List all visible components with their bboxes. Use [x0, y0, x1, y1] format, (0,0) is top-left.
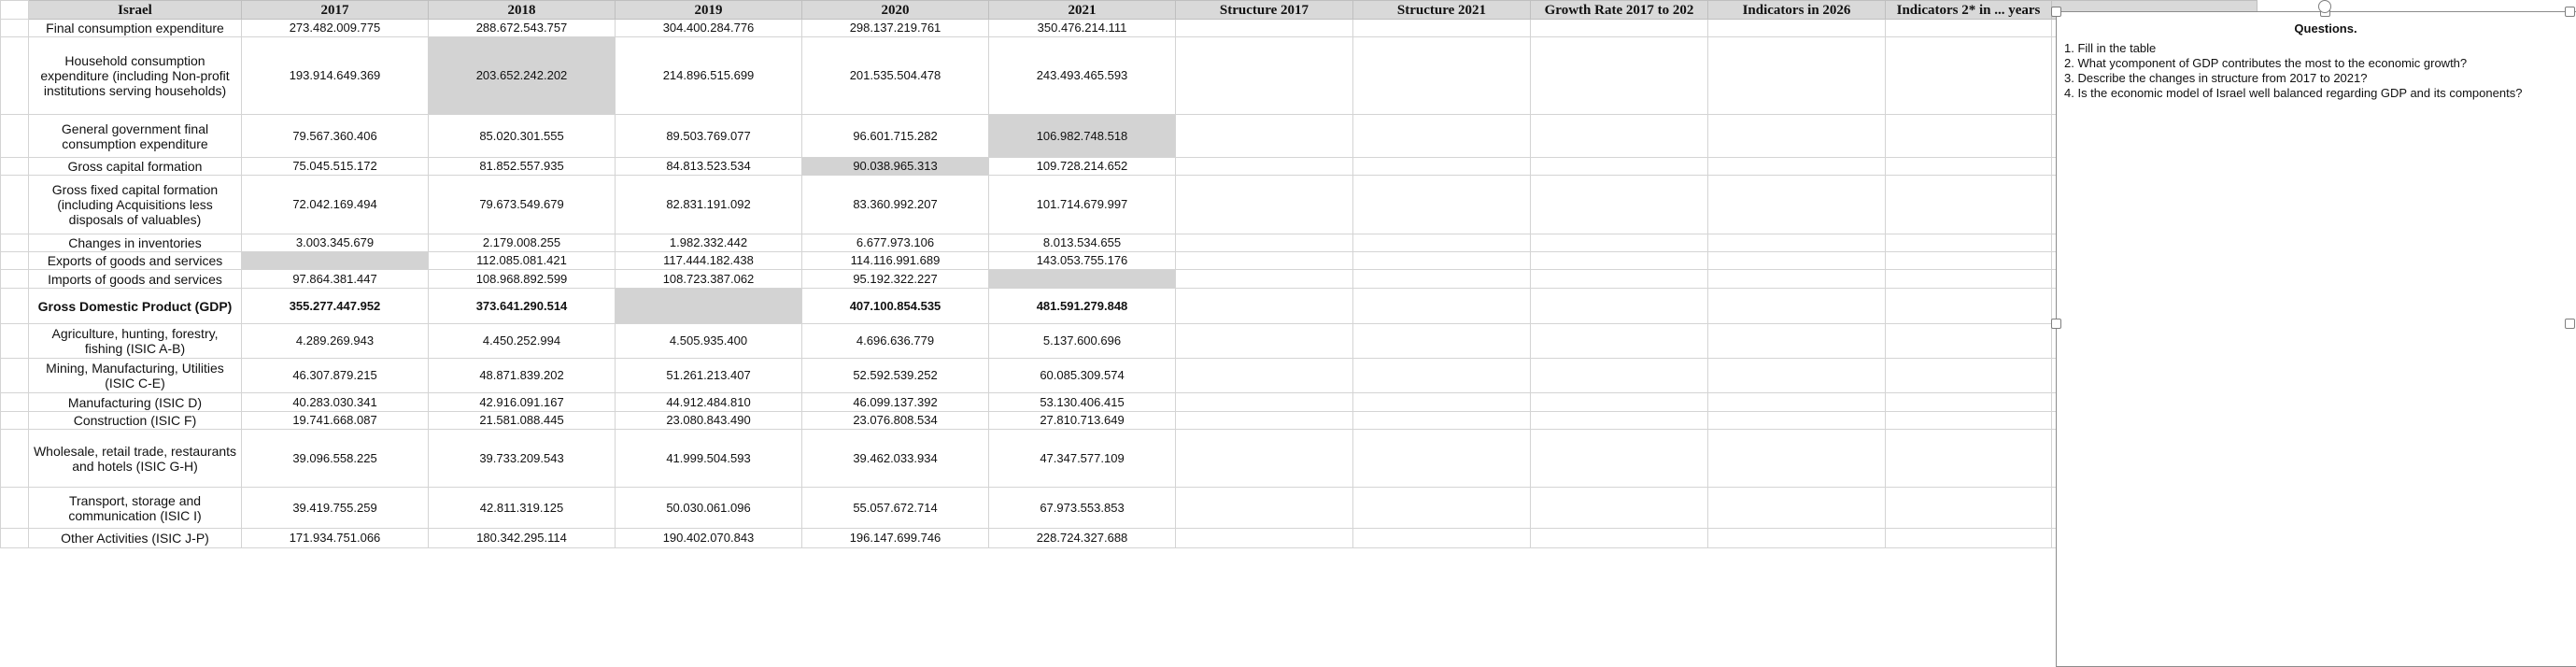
empty-cell[interactable] — [1886, 359, 2052, 393]
value-cell[interactable]: 60.085.309.574 — [989, 359, 1176, 393]
value-cell[interactable]: 23.080.843.490 — [616, 412, 802, 430]
value-cell[interactable]: 44.912.484.810 — [616, 393, 802, 412]
row-gutter-cell[interactable] — [1, 488, 29, 529]
row-label-cell[interactable]: General government final consumption expenditure — [29, 115, 242, 158]
empty-cell[interactable] — [1176, 488, 1353, 529]
value-cell[interactable]: 214.896.515.699 — [616, 37, 802, 115]
resize-handle-middle-left[interactable] — [2051, 319, 2061, 329]
row-label-cell[interactable]: Exports of goods and services — [29, 252, 242, 270]
row-label-cell[interactable]: Transport, storage and communication (ISIC I) — [29, 488, 242, 529]
value-cell[interactable]: 201.535.504.478 — [802, 37, 989, 115]
row-label-cell[interactable]: Final consumption expenditure — [29, 20, 242, 37]
empty-cell[interactable] — [1531, 412, 1708, 430]
question-item-1: 1. Fill in the table — [2064, 41, 2157, 55]
table-row — [1, 270, 2258, 289]
resize-handle-top-right[interactable] — [2565, 7, 2575, 17]
row-label-cell[interactable]: Gross capital formation — [29, 158, 242, 176]
value-cell[interactable]: 50.030.061.096 — [616, 488, 802, 529]
value-cell[interactable]: 52.592.539.252 — [802, 359, 989, 393]
empty-cell[interactable] — [1708, 488, 1886, 529]
value-cell[interactable]: 67.973.553.853 — [989, 488, 1176, 529]
empty-cell[interactable] — [1531, 393, 1708, 412]
empty-cell[interactable] — [1886, 289, 2052, 324]
value-cell[interactable]: 27.810.713.649 — [989, 412, 1176, 430]
question-item-4: 4. Is the economic model of Israel well balanced regarding GDP and its components? — [2064, 86, 2523, 100]
empty-cell[interactable] — [1886, 158, 2052, 176]
empty-cell[interactable] — [1531, 324, 1708, 359]
value-cell[interactable]: 5.137.600.696 — [989, 324, 1176, 359]
value-cell[interactable]: 228.724.327.688 — [989, 529, 1176, 548]
empty-cell[interactable] — [1708, 252, 1886, 270]
empty-cell[interactable] — [1353, 393, 1531, 412]
empty-cell[interactable] — [1708, 324, 1886, 359]
empty-cell[interactable] — [1886, 324, 2052, 359]
row-label-cell[interactable]: Gross fixed capital formation (including Acquisitions less disposals of valuables) — [29, 176, 242, 234]
row-label-cell[interactable]: Imports of goods and services — [29, 270, 242, 289]
row-label-cell[interactable]: Manufacturing (ISIC D) — [29, 393, 242, 412]
table-row — [1, 393, 2258, 412]
table-row — [1, 529, 2258, 548]
value-cell[interactable]: 243.493.465.593 — [989, 37, 1176, 115]
value-cell[interactable]: 90.038.965.313 — [802, 158, 989, 176]
table-row — [1, 324, 2258, 359]
value-cell[interactable]: 108.723.387.062 — [616, 270, 802, 289]
value-cell[interactable]: 180.342.295.114 — [429, 529, 616, 548]
empty-cell[interactable] — [1708, 393, 1886, 412]
questions-textbox[interactable] — [2056, 11, 2576, 667]
empty-cell[interactable] — [1708, 176, 1886, 234]
value-cell[interactable]: 4.696.636.779 — [802, 324, 989, 359]
empty-cell[interactable] — [1176, 158, 1353, 176]
column-header-cell[interactable]: Structure 2021 — [1353, 1, 1531, 20]
row-label-cell[interactable]: Mining, Manufacturing, Utilities (ISIC C-E) — [29, 359, 242, 393]
empty-cell[interactable] — [1353, 529, 1531, 548]
empty-cell[interactable] — [1176, 115, 1353, 158]
empty-cell[interactable] — [1353, 115, 1531, 158]
value-cell[interactable]: 23.076.808.534 — [802, 412, 989, 430]
empty-cell[interactable] — [1531, 115, 1708, 158]
column-header-cell[interactable]: 2018 — [429, 1, 616, 20]
empty-cell[interactable] — [1353, 37, 1531, 115]
value-cell[interactable]: 46.099.137.392 — [802, 393, 989, 412]
question-item-3: 3. Describe the changes in structure from 2017 to 2021? — [2064, 71, 2368, 85]
empty-cell[interactable] — [1708, 359, 1886, 393]
value-cell[interactable]: 41.999.504.593 — [616, 430, 802, 488]
value-cell[interactable]: 55.057.672.714 — [802, 488, 989, 529]
value-cell[interactable] — [242, 252, 429, 270]
column-header-cell[interactable]: Structure 2017 — [1176, 1, 1353, 20]
value-cell[interactable]: 288.672.543.757 — [429, 20, 616, 37]
empty-cell[interactable] — [1708, 289, 1886, 324]
value-cell[interactable]: 481.591.279.848 — [989, 289, 1176, 324]
value-cell[interactable]: 96.601.715.282 — [802, 115, 989, 158]
value-cell[interactable]: 81.852.557.935 — [429, 158, 616, 176]
empty-cell[interactable] — [1886, 529, 2052, 548]
empty-cell[interactable] — [1531, 37, 1708, 115]
value-cell[interactable]: 19.741.668.087 — [242, 412, 429, 430]
empty-cell[interactable] — [1176, 289, 1353, 324]
empty-cell[interactable] — [1708, 430, 1886, 488]
empty-cell[interactable] — [1708, 234, 1886, 252]
empty-cell[interactable] — [1708, 412, 1886, 430]
value-cell[interactable]: 97.864.381.447 — [242, 270, 429, 289]
value-cell[interactable]: 48.871.839.202 — [429, 359, 616, 393]
value-cell[interactable]: 79.673.549.679 — [429, 176, 616, 234]
table-row — [1, 234, 2258, 252]
empty-cell[interactable] — [1886, 430, 2052, 488]
value-cell[interactable]: 193.914.649.369 — [242, 37, 429, 115]
table-row — [1, 37, 2258, 115]
resize-handle-top-left[interactable] — [2051, 7, 2061, 17]
row-gutter-cell[interactable] — [1, 359, 29, 393]
row-gutter-cell[interactable] — [1, 1, 29, 20]
value-cell[interactable]: 1.982.332.442 — [616, 234, 802, 252]
value-cell[interactable]: 83.360.992.207 — [802, 176, 989, 234]
empty-cell[interactable] — [1531, 158, 1708, 176]
value-cell[interactable]: 82.831.191.092 — [616, 176, 802, 234]
empty-cell[interactable] — [1886, 234, 2052, 252]
empty-cell[interactable] — [1353, 412, 1531, 430]
row-gutter-cell[interactable] — [1, 393, 29, 412]
value-cell[interactable]: 40.283.030.341 — [242, 393, 429, 412]
value-cell[interactable]: 101.714.679.997 — [989, 176, 1176, 234]
row-gutter-cell[interactable] — [1, 234, 29, 252]
empty-cell[interactable] — [1531, 20, 1708, 37]
empty-cell[interactable] — [1886, 115, 2052, 158]
empty-cell[interactable] — [1886, 176, 2052, 234]
value-cell[interactable]: 72.042.169.494 — [242, 176, 429, 234]
empty-cell[interactable] — [1531, 176, 1708, 234]
column-header-cell[interactable]: 2021 — [989, 1, 1176, 20]
value-cell[interactable]: 355.277.447.952 — [242, 289, 429, 324]
empty-cell[interactable] — [1708, 20, 1886, 37]
column-header-cell[interactable]: Indicators 2* in ... years — [1886, 1, 2052, 20]
row-gutter-cell[interactable] — [1, 37, 29, 115]
table-row — [1, 412, 2258, 430]
row-gutter-cell[interactable] — [1, 430, 29, 488]
header-row — [1, 1, 2258, 20]
value-cell[interactable]: 407.100.854.535 — [802, 289, 989, 324]
empty-cell[interactable] — [1886, 20, 2052, 37]
table-row — [1, 488, 2258, 529]
empty-cell[interactable] — [1176, 176, 1353, 234]
value-cell[interactable]: 298.137.219.761 — [802, 20, 989, 37]
empty-cell[interactable] — [1176, 252, 1353, 270]
empty-cell[interactable] — [1886, 393, 2052, 412]
value-cell[interactable]: 39.096.558.225 — [242, 430, 429, 488]
empty-cell[interactable] — [1176, 324, 1353, 359]
table-row — [1, 430, 2258, 488]
value-cell[interactable]: 47.347.577.109 — [989, 430, 1176, 488]
rotate-handle[interactable] — [2318, 0, 2331, 13]
empty-cell[interactable] — [1353, 289, 1531, 324]
row-label-cell[interactable]: Other Activities (ISIC J-P) — [29, 529, 242, 548]
value-cell[interactable]: 51.261.213.407 — [616, 359, 802, 393]
empty-cell[interactable] — [1708, 270, 1886, 289]
empty-cell[interactable] — [1886, 37, 2052, 115]
value-cell[interactable]: 4.505.935.400 — [616, 324, 802, 359]
value-cell[interactable]: 350.476.214.111 — [989, 20, 1176, 37]
empty-cell[interactable] — [1531, 430, 1708, 488]
table-row — [1, 158, 2258, 176]
value-cell[interactable]: 6.677.973.106 — [802, 234, 989, 252]
empty-cell[interactable] — [1531, 359, 1708, 393]
row-gutter-cell[interactable] — [1, 289, 29, 324]
empty-cell[interactable] — [1176, 529, 1353, 548]
value-cell[interactable]: 39.733.209.543 — [429, 430, 616, 488]
row-gutter-cell[interactable] — [1, 529, 29, 548]
value-cell[interactable]: 21.581.088.445 — [429, 412, 616, 430]
empty-cell[interactable] — [1886, 488, 2052, 529]
empty-cell[interactable] — [1176, 412, 1353, 430]
column-header-cell[interactable]: 2020 — [802, 1, 989, 20]
value-cell[interactable]: 8.013.534.655 — [989, 234, 1176, 252]
empty-cell[interactable] — [1353, 176, 1531, 234]
empty-cell[interactable] — [1353, 488, 1531, 529]
empty-cell[interactable] — [1176, 37, 1353, 115]
empty-cell[interactable] — [1176, 430, 1353, 488]
column-header-cell[interactable]: Indicators in 2026 — [1708, 1, 1886, 20]
empty-cell[interactable] — [1176, 270, 1353, 289]
empty-cell[interactable] — [1176, 234, 1353, 252]
row-gutter-cell[interactable] — [1, 115, 29, 158]
value-cell[interactable]: 190.402.070.843 — [616, 529, 802, 548]
empty-cell[interactable] — [1886, 252, 2052, 270]
empty-cell[interactable] — [1531, 488, 1708, 529]
value-cell[interactable] — [616, 289, 802, 324]
value-cell[interactable]: 109.728.214.652 — [989, 158, 1176, 176]
empty-cell[interactable] — [1353, 234, 1531, 252]
value-cell[interactable]: 95.192.322.227 — [802, 270, 989, 289]
value-cell[interactable] — [989, 270, 1176, 289]
value-cell[interactable]: 196.147.699.746 — [802, 529, 989, 548]
value-cell[interactable]: 108.968.892.599 — [429, 270, 616, 289]
empty-cell[interactable] — [1353, 324, 1531, 359]
value-cell[interactable]: 143.053.755.176 — [989, 252, 1176, 270]
empty-cell[interactable] — [1531, 289, 1708, 324]
empty-cell[interactable] — [1531, 270, 1708, 289]
value-cell[interactable]: 3.003.345.679 — [242, 234, 429, 252]
value-cell[interactable]: 89.503.769.077 — [616, 115, 802, 158]
value-cell[interactable]: 114.116.991.689 — [802, 252, 989, 270]
question-item-2: 2. What ycomponent of GDP contributes the most to the economic growth? — [2064, 56, 2468, 70]
empty-cell[interactable] — [1353, 252, 1531, 270]
questions-list — [2057, 35, 2576, 101]
value-cell[interactable]: 75.045.515.172 — [242, 158, 429, 176]
row-label-cell[interactable]: Agriculture, hunting, forestry, fishing (ISIC A-B) — [29, 324, 242, 359]
row-gutter-cell[interactable] — [1, 20, 29, 37]
empty-cell[interactable] — [1176, 393, 1353, 412]
value-cell[interactable]: 79.567.360.406 — [242, 115, 429, 158]
empty-cell[interactable] — [1708, 37, 1886, 115]
row-label-cell[interactable]: Household consumption expenditure (including Non-profit institutions serving households) — [29, 37, 242, 115]
value-cell[interactable]: 304.400.284.776 — [616, 20, 802, 37]
value-cell[interactable]: 2.179.008.255 — [429, 234, 616, 252]
table-row — [1, 289, 2258, 324]
table-row — [1, 252, 2258, 270]
table-row — [1, 176, 2258, 234]
empty-cell[interactable] — [1708, 529, 1886, 548]
table-row — [1, 359, 2258, 393]
table-row — [1, 20, 2258, 37]
value-cell[interactable]: 117.444.182.438 — [616, 252, 802, 270]
empty-cell[interactable] — [1353, 20, 1531, 37]
row-gutter-cell[interactable] — [1, 176, 29, 234]
empty-cell[interactable] — [1886, 412, 2052, 430]
value-cell[interactable]: 42.916.091.167 — [429, 393, 616, 412]
row-gutter-cell[interactable] — [1, 324, 29, 359]
row-label-cell[interactable]: Wholesale, retail trade, restaurants and hotels (ISIC G-H) — [29, 430, 242, 488]
value-cell[interactable]: 171.934.751.066 — [242, 529, 429, 548]
table-body — [1, 1, 2258, 548]
empty-cell[interactable] — [1531, 252, 1708, 270]
value-cell[interactable]: 106.982.748.518 — [989, 115, 1176, 158]
value-cell[interactable]: 39.462.033.934 — [802, 430, 989, 488]
value-cell[interactable]: 84.813.523.534 — [616, 158, 802, 176]
empty-cell[interactable] — [1353, 359, 1531, 393]
column-header-cell[interactable]: Growth Rate 2017 to 202 — [1531, 1, 1708, 20]
empty-cell[interactable] — [1353, 430, 1531, 488]
row-gutter-cell[interactable] — [1, 270, 29, 289]
empty-cell[interactable] — [1176, 20, 1353, 37]
empty-cell[interactable] — [1176, 359, 1353, 393]
questions-title: Questions. — [2294, 21, 2357, 35]
table-row — [1, 115, 2258, 158]
empty-cell[interactable] — [1886, 270, 2052, 289]
value-cell[interactable]: 273.482.009.775 — [242, 20, 429, 37]
row-gutter-cell[interactable] — [1, 158, 29, 176]
value-cell[interactable]: 4.289.269.943 — [242, 324, 429, 359]
row-gutter-cell[interactable] — [1, 412, 29, 430]
value-cell[interactable]: 46.307.879.215 — [242, 359, 429, 393]
column-header-cell[interactable]: 2019 — [616, 1, 802, 20]
value-cell[interactable]: 85.020.301.555 — [429, 115, 616, 158]
value-cell[interactable]: 4.450.252.994 — [429, 324, 616, 359]
value-cell[interactable]: 373.641.290.514 — [429, 289, 616, 324]
row-label-cell[interactable]: Gross Domestic Product (GDP) — [29, 289, 242, 324]
row-label-cell[interactable]: Construction (ISIC F) — [29, 412, 242, 430]
value-cell[interactable]: 42.811.319.125 — [429, 488, 616, 529]
value-cell[interactable]: 53.130.406.415 — [989, 393, 1176, 412]
empty-cell[interactable] — [1708, 158, 1886, 176]
resize-handle-middle-right[interactable] — [2565, 319, 2575, 329]
empty-cell[interactable] — [1353, 158, 1531, 176]
empty-cell[interactable] — [1708, 115, 1886, 158]
empty-cell[interactable] — [1531, 529, 1708, 548]
value-cell[interactable]: 203.652.242.202 — [429, 37, 616, 115]
value-cell[interactable]: 39.419.755.259 — [242, 488, 429, 529]
corner-header-cell[interactable]: Israel — [29, 1, 242, 20]
value-cell[interactable]: 112.085.081.421 — [429, 252, 616, 270]
empty-cell[interactable] — [1353, 270, 1531, 289]
row-label-cell[interactable]: Changes in inventories — [29, 234, 242, 252]
column-header-cell[interactable]: 2017 — [242, 1, 429, 20]
empty-cell[interactable] — [1531, 234, 1708, 252]
row-gutter-cell[interactable] — [1, 252, 29, 270]
